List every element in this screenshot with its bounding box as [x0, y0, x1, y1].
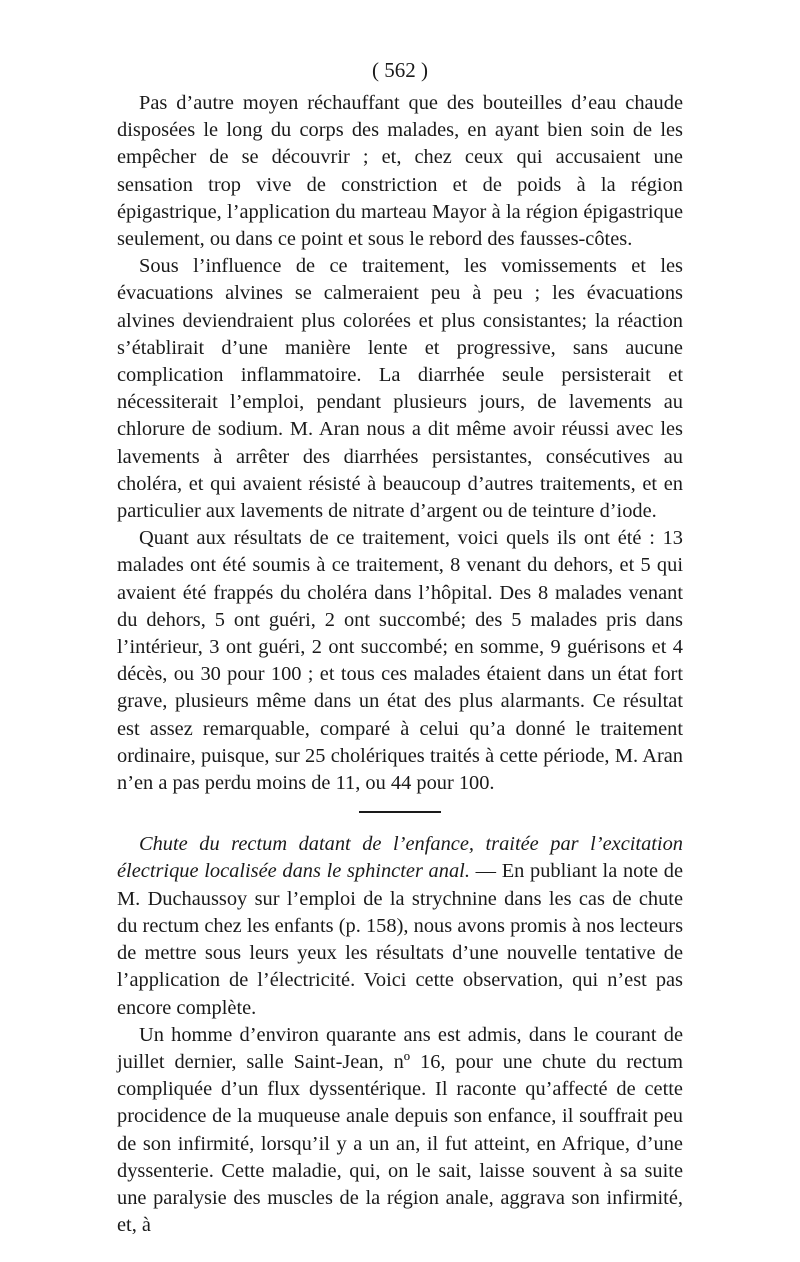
- paragraph-case-observation: Un homme d’environ quarante ans est admis, dans le courant de juillet dernier, salle Saint-Jean, nº 16, pour une chute du rectum compliquée d’un flux dyssentérique. Il raconte qu’affecté de cette procidence de la muqueuse anale depuis son enfance, il souffrait peu de son infirmité, lorsqu’il y a un an, il fut atteint, en Afrique, d’une dyssenterie. Cette maladie, qui, on le sait, laisse souvent à sa suite une paralysie des muscles de la région anale, aggrava son infirmité, et, à: [117, 1023, 683, 1237]
- article-intro-text: — En publiant la note de M. Duchaussoy sur l’emploi de la strychnine dans les cas de chute du rectum chez les enfants (p. 158), nous avons promis à nos lecteurs de mettre sous leurs yeux les résultats d’une nouvelle tentative de l’application de l’électricité. Voici cette observation, qui n’est pas encore complète.: [117, 860, 683, 1019]
- article-intro-paragraph: [117, 831, 683, 1021]
- article-title: Chute du rectum datant de l’enfance, traitée par l’excitation électrique localisée dans le sphincter anal.: [117, 833, 683, 883]
- page-number: ( 562 ): [372, 58, 428, 82]
- paragraph-treatment-effects: Sous l’influence de ce traitement, les vomissements et les évacuations alvines se calmeraient peu à peu ; les évacuations alvines deviendraient plus colorées et plus consistantes; la réaction s’établirait d’une manière lente et progressive, sans aucune complication inflammatoire. La diarrhée seule persisterait et nécessiterait l’emploi, pendant plusieurs jours, de lavements au chlorure de sodium. M. Aran nous a dit même avoir réussi avec les lavements à arrêter des diarrhées persistantes, consécutives au choléra, et qui avaient résisté à beaucoup d’autres traitements, et en particulier aux lavements de nitrate d’argent ou de teinture d’iode.: [117, 255, 683, 523]
- paragraph-treatment-results: Quant aux résultats de ce traitement, voici quels ils ont été : 13 malades ont été soumis à ce traitement, 8 venant du dehors, et 5 qui avaient été frappés du choléra dans l’hôpital. Des 8 malades venant du dehors, 5 ont guéri, 2 ont succombé; des 5 malades pris dans l’intérieur, 3 ont guéri, 2 ont succombé; en somme, 9 guérisons et 4 décès, ou 30 pour 100 ; et tous ces malades étaient dans un état fort grave, plusieurs même dans un état des plus alarmants. Ce résultat est assez remarquable, comparé à celui qu’a donné le traitement ordinaire, puisque, sur 25 cholériques traités à cette période, M. Aran n’en a pas perdu moins de 11, ou 44 pour 100.: [117, 527, 683, 795]
- document-page: [117, 56, 683, 1239]
- paragraph-treatment-method: Pas d’autre moyen réchauffant que des bouteilles d’eau chaude disposées le long du corps des malades, en ayant bien soin de les empêcher de se découvrir ; et, chez ceux qui accusaient une sensation trop vive de constriction et de poids à la région épigastrique, l’application du marteau Mayor à la région épigastrique seulement, ou dans ce point et sous le rebord des fausses-côtes.: [117, 92, 683, 251]
- section-separator: [359, 811, 441, 813]
